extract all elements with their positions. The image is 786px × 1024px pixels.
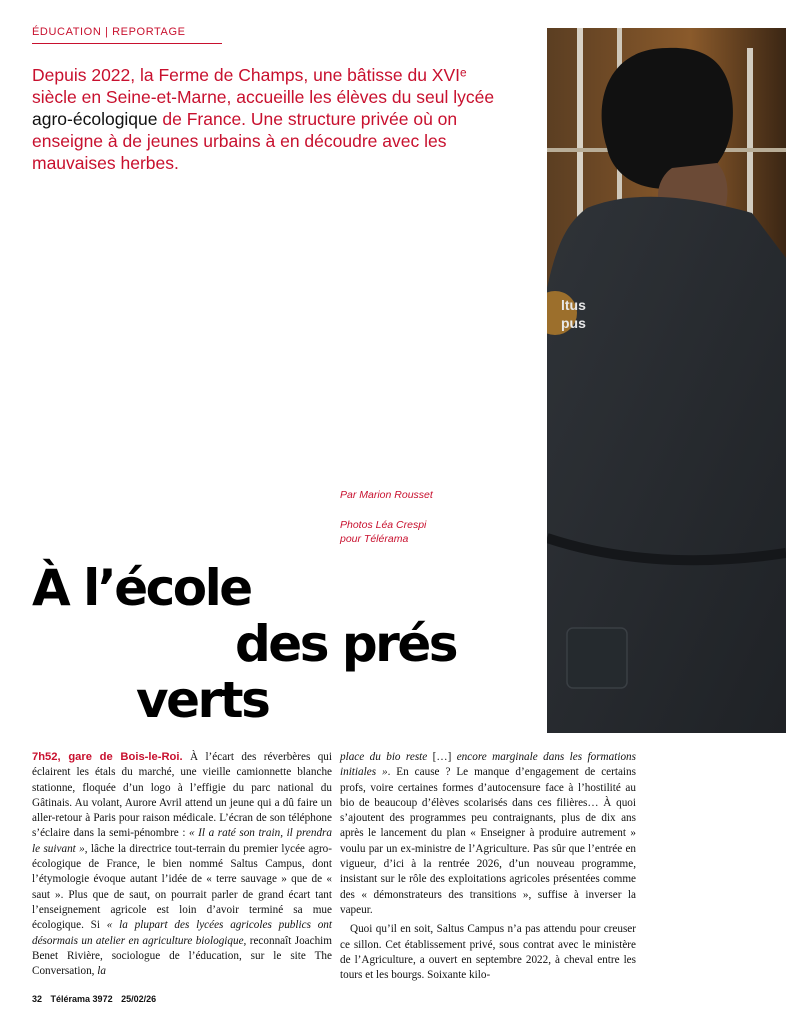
standfirst-text-2: de France. Une structure privée où on enseigne à de jeunes urbains à en découdre avec les mauvaises herbes. (32, 109, 458, 173)
magazine-issue: Télérama 3972 (50, 994, 113, 1004)
article-paragraph: Quoi qu’il en soit, Saltus Campus n’a pas attendu pour creuser ce sillon. Cet établissement privé, sous contrat avec le ministère de l’Agriculture, a ouvert en septembre 2022, à cheval entre les tours et les bourgs. Soixante kilo- (340, 923, 636, 982)
section-rubric: ÉDUCATION | REPORTAGE (32, 26, 186, 38)
article-column-2 (340, 750, 636, 983)
photo-credit: Photos Léa Crespi pour Télérama (340, 519, 427, 545)
issue-date: 25/02/26 (121, 994, 157, 1004)
shirt-logo-text-1: ltus (561, 297, 586, 313)
standfirst-highlight: agro-écologique (32, 109, 158, 129)
byline (340, 488, 450, 562)
title-line-2: des prés (235, 615, 456, 673)
shirt-logo-text-2: pus (561, 315, 586, 331)
article-paragraph: 7h52, gare de Bois-le-Roi. À l’écart des réverbères qui éclairent les étals du marché, une vieille camionnette blanche stationne, floquée d’un logo à l’effigie du parc national du Gâtinais. Au volant, Aurore Avril attend un jeune qui a dû faire un aller-retour à Paris pour raison médicale. L’écran de son téléphone s’éclaire dans la semi-pénombre : « Il a raté son train, il prendra le suivant », lâche la directrice tout-terrain du premier lycée agro-écologique de France, le bien nommé Saltus Campus, dont l’étymologie évoque autant l’idée de « terre sauvage » que de « saut ». Plus que de saut, on pourrait parler de grand écart tant l’enseignement agricole est loin d’avoir terminé sa mue écologique. Si « la plupart des lycées agricoles publics ont désormais un atelier en agriculture biologique, reconnaît Joachim Benet Rivière, sociologue de l’éducation, sur le site The Conversation, la (32, 751, 333, 978)
article-title (32, 560, 456, 728)
student-photo (547, 28, 786, 733)
page-number: 32 (32, 994, 43, 1004)
standfirst (32, 64, 512, 174)
rubric-divider (32, 43, 222, 44)
page-footer (32, 994, 162, 1004)
article-lead: 7h52, gare de Bois-le-Roi. (32, 751, 183, 763)
title-line-1: À l’école (32, 559, 251, 617)
article-column-1 (32, 750, 332, 979)
author-credit: Par Marion Rousset (340, 489, 433, 501)
standfirst-text-1: Depuis 2022, la Ferme de Champs, une bâtisse du XVIᵉ siècle en Seine-et-Marne, accueille les élèves du seul lycée (32, 65, 495, 107)
article-paragraph: place du bio reste […] encore marginale dans les formations initiales ». En cause ? Le manque d’engagement de certains profs, voire certaines formes d’autocensure face à l’hostilité au bio de beaucoup d’élèves scolarisés dans ces filières… À quoi s’ajoutent des programmes peu contraignants, plus de dix ans après le lancement du plan « Enseigner à produire autrement » voulu par un ex-ministre de l’Agriculture. Pas sûr que l’entrée en vigueur, d’ici à la rentrée 2026, d’un nouveau programme, insistant sur le rôle des exploitations agricoles présentées comme des « démonstrateurs des transitions », suffise à inverser la vapeur. (340, 751, 636, 916)
title-line-3: verts (136, 671, 269, 729)
